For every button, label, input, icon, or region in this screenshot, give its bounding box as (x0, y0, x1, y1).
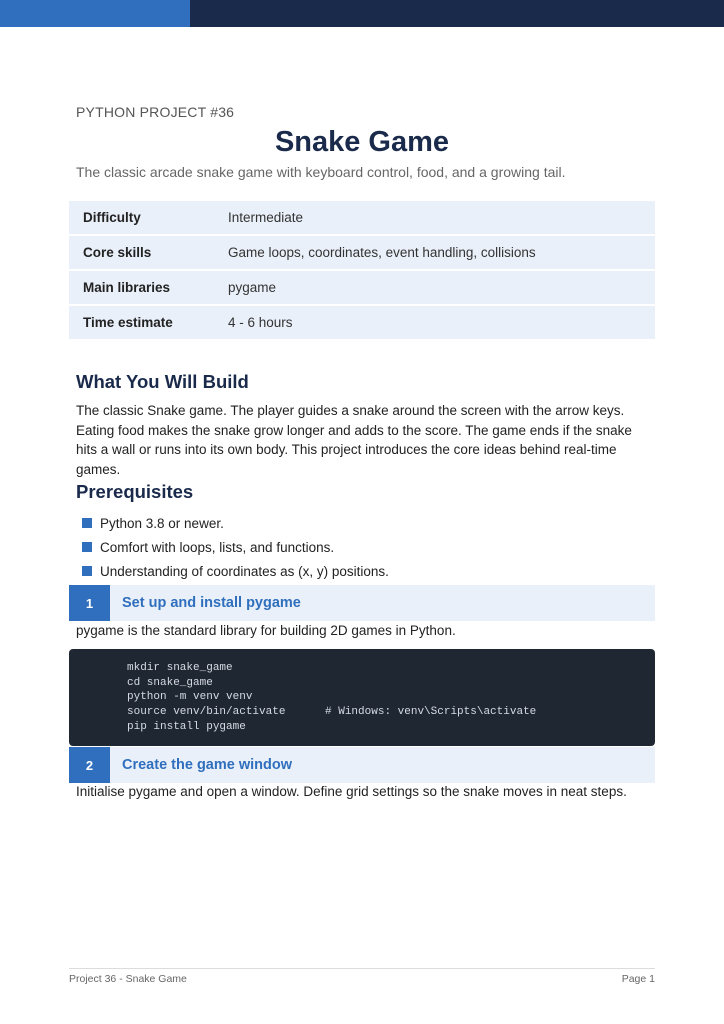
step-title: Create the game window (122, 757, 293, 773)
info-value: 4 - 6 hours (214, 305, 655, 340)
info-row (69, 270, 655, 305)
footer-divider (69, 968, 655, 969)
info-value: Game loops, coordinates, event handling, collisions (214, 235, 655, 270)
step-header-2 (69, 747, 655, 783)
info-value: Intermediate (214, 201, 655, 235)
info-key: Main libraries (69, 270, 214, 305)
list-item-text: Comfort with loops, lists, and functions. (100, 539, 335, 555)
bullet-square-icon (82, 518, 92, 528)
info-row (69, 305, 655, 340)
info-row (69, 201, 655, 235)
list-item (82, 559, 389, 583)
step-title: Set up and install pygame (122, 595, 301, 611)
prereq-list (82, 511, 389, 583)
list-item-text: Understanding of coordinates as (x, y) positions. (100, 563, 389, 579)
footer-project-label: Project 36 - Snake Game (69, 973, 187, 985)
prereq-heading: Prerequisites (76, 481, 194, 502)
page-subtitle: The classic arcade snake game with keyboard control, food, and a growing tail. (76, 164, 566, 180)
list-item (82, 535, 389, 559)
project-info-table (69, 201, 655, 341)
step-2-text: Initialise pygame and open a window. Define grid settings so the snake moves in neat steps. (76, 784, 627, 799)
info-key: Core skills (69, 235, 214, 270)
code-content: mkdir snake_game cd snake_game python -m venv venv source venv/bin/activate # Windows: venv\Scripts\activate pip install pygame (127, 662, 537, 733)
build-heading: What You Will Build (76, 371, 249, 392)
project-kicker: PYTHON PROJECT #36 (76, 104, 235, 120)
list-item (82, 511, 389, 535)
build-text: The classic Snake game. The player guides a snake around the screen with the arrow keys. Eating food makes the snake grow longer and adds to the score. The game ends if the snake hits a wall or runs into its own body. This project introduces the core ideas behind real-time games. (76, 403, 632, 477)
step-1-text: pygame is the standard library for building 2D games in Python. (76, 623, 456, 638)
header-accent (0, 0, 190, 27)
info-key: Time estimate (69, 305, 214, 340)
bullet-square-icon (82, 542, 92, 552)
page-title: Snake Game (274, 126, 450, 158)
code-block (69, 649, 655, 746)
footer-page-number: Page 1 (621, 973, 655, 985)
info-value: pygame (214, 270, 655, 305)
bullet-square-icon (82, 566, 92, 576)
step-number: 1 (69, 585, 110, 621)
step-header-1 (69, 585, 655, 621)
header-bar (0, 0, 724, 27)
info-row (69, 235, 655, 270)
info-key: Difficulty (69, 201, 214, 235)
list-item-text: Python 3.8 or newer. (100, 515, 224, 531)
step-number: 2 (69, 747, 110, 783)
